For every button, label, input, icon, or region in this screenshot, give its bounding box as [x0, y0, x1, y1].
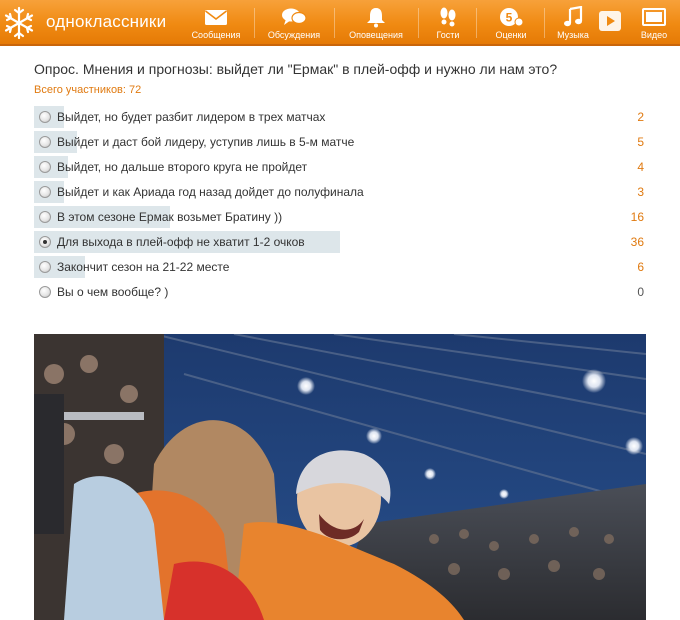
- poll-option[interactable]: [34, 256, 644, 278]
- poll-option[interactable]: [34, 206, 644, 228]
- radio-button[interactable]: [39, 286, 51, 298]
- radio-button[interactable]: [39, 186, 51, 198]
- radio-button[interactable]: [39, 136, 51, 148]
- radio-button[interactable]: [39, 111, 51, 123]
- poll-option-label: Выйдет, но будет разбит лидером в трех матчах: [57, 110, 326, 124]
- envelope-icon: [203, 6, 229, 28]
- poll-option-count: 6: [637, 260, 644, 274]
- poll-option[interactable]: [34, 156, 644, 178]
- nav-divider: [254, 8, 255, 38]
- nav-video[interactable]: [632, 2, 676, 44]
- nav-ratings-label: Оценки: [495, 30, 527, 40]
- nav-divider: [334, 8, 335, 38]
- nav-notifications-label: Оповещения: [349, 30, 403, 40]
- poll-option-count: 5: [637, 135, 644, 149]
- poll-option[interactable]: [34, 131, 644, 153]
- poll-option[interactable]: [34, 231, 644, 253]
- poll-total-participants[interactable]: Всего участников: 72: [34, 84, 142, 96]
- poll-option-label: Выйдет и как Ариада год назад дойдет до полуфинала: [57, 185, 364, 199]
- nav-notifications[interactable]: [344, 2, 408, 44]
- nav-guests-label: Гости: [436, 30, 460, 40]
- nav-video-label: Видео: [640, 30, 668, 40]
- radio-button[interactable]: [39, 211, 51, 223]
- nav-discussions-label: Обсуждения: [267, 30, 321, 40]
- poll-option-label: Для выхода в плей-офф не хватит 1-2 очков: [57, 235, 305, 249]
- photo-illustration: [34, 334, 646, 620]
- poll-option-label: Выйдет и даст бой лидеру, уступив лишь в 5-м матче: [57, 135, 355, 149]
- poll-option-label: Закончит сезон на 21-22 месте: [57, 260, 230, 274]
- poll-option-count: 0: [637, 285, 644, 299]
- radio-button[interactable]: [39, 261, 51, 273]
- site-logo-text[interactable]: одноклассники: [46, 12, 167, 31]
- radio-button[interactable]: [39, 236, 51, 248]
- nav-music[interactable]: [552, 2, 594, 44]
- nav-divider: [476, 8, 477, 38]
- poll-title: Опрос. Мнения и прогнозы: выйдет ли "Ермак" в плей-офф и нужно ли нам это?: [34, 61, 558, 77]
- poll-option-count: 4: [637, 160, 644, 174]
- poll-option-count: 16: [630, 210, 644, 224]
- nav-ratings[interactable]: [486, 2, 536, 44]
- hockey-fans-photo: [34, 334, 646, 620]
- poll-option-label: В этом сезоне Ермак возьмет Братину )): [57, 210, 283, 224]
- nav-music-label: Музыка: [557, 30, 589, 40]
- footprints-icon: [436, 6, 460, 28]
- poll-option-label: Выйдет, но дальше второго круга не пройдет: [57, 160, 308, 174]
- nav-messages-label: Сообщения: [191, 30, 241, 40]
- music-note-icon: [561, 6, 585, 28]
- top-navigation-bar: [0, 0, 680, 46]
- chat-bubbles-icon: [280, 6, 308, 28]
- poll-option-count: 2: [637, 110, 644, 124]
- nav-messages[interactable]: [188, 2, 244, 44]
- poll-option[interactable]: [34, 106, 644, 128]
- poll-option-count: 36: [630, 235, 644, 249]
- nav-divider: [418, 8, 419, 38]
- nav-divider: [544, 8, 545, 38]
- nav-discussions[interactable]: [264, 2, 324, 44]
- bell-icon: [364, 6, 388, 28]
- poll-option[interactable]: [34, 181, 644, 203]
- svg-text:5: 5: [505, 10, 513, 25]
- video-icon: [641, 6, 667, 28]
- snowflake-icon: [2, 4, 36, 42]
- poll-option-label: Вы о чем вообще? ): [57, 285, 169, 299]
- nav-guests[interactable]: [428, 2, 468, 44]
- radio-button[interactable]: [39, 161, 51, 173]
- play-icon[interactable]: [598, 10, 622, 32]
- poll-option[interactable]: [34, 281, 644, 303]
- poll-option-count: 3: [637, 185, 644, 199]
- rating-icon: [497, 6, 525, 28]
